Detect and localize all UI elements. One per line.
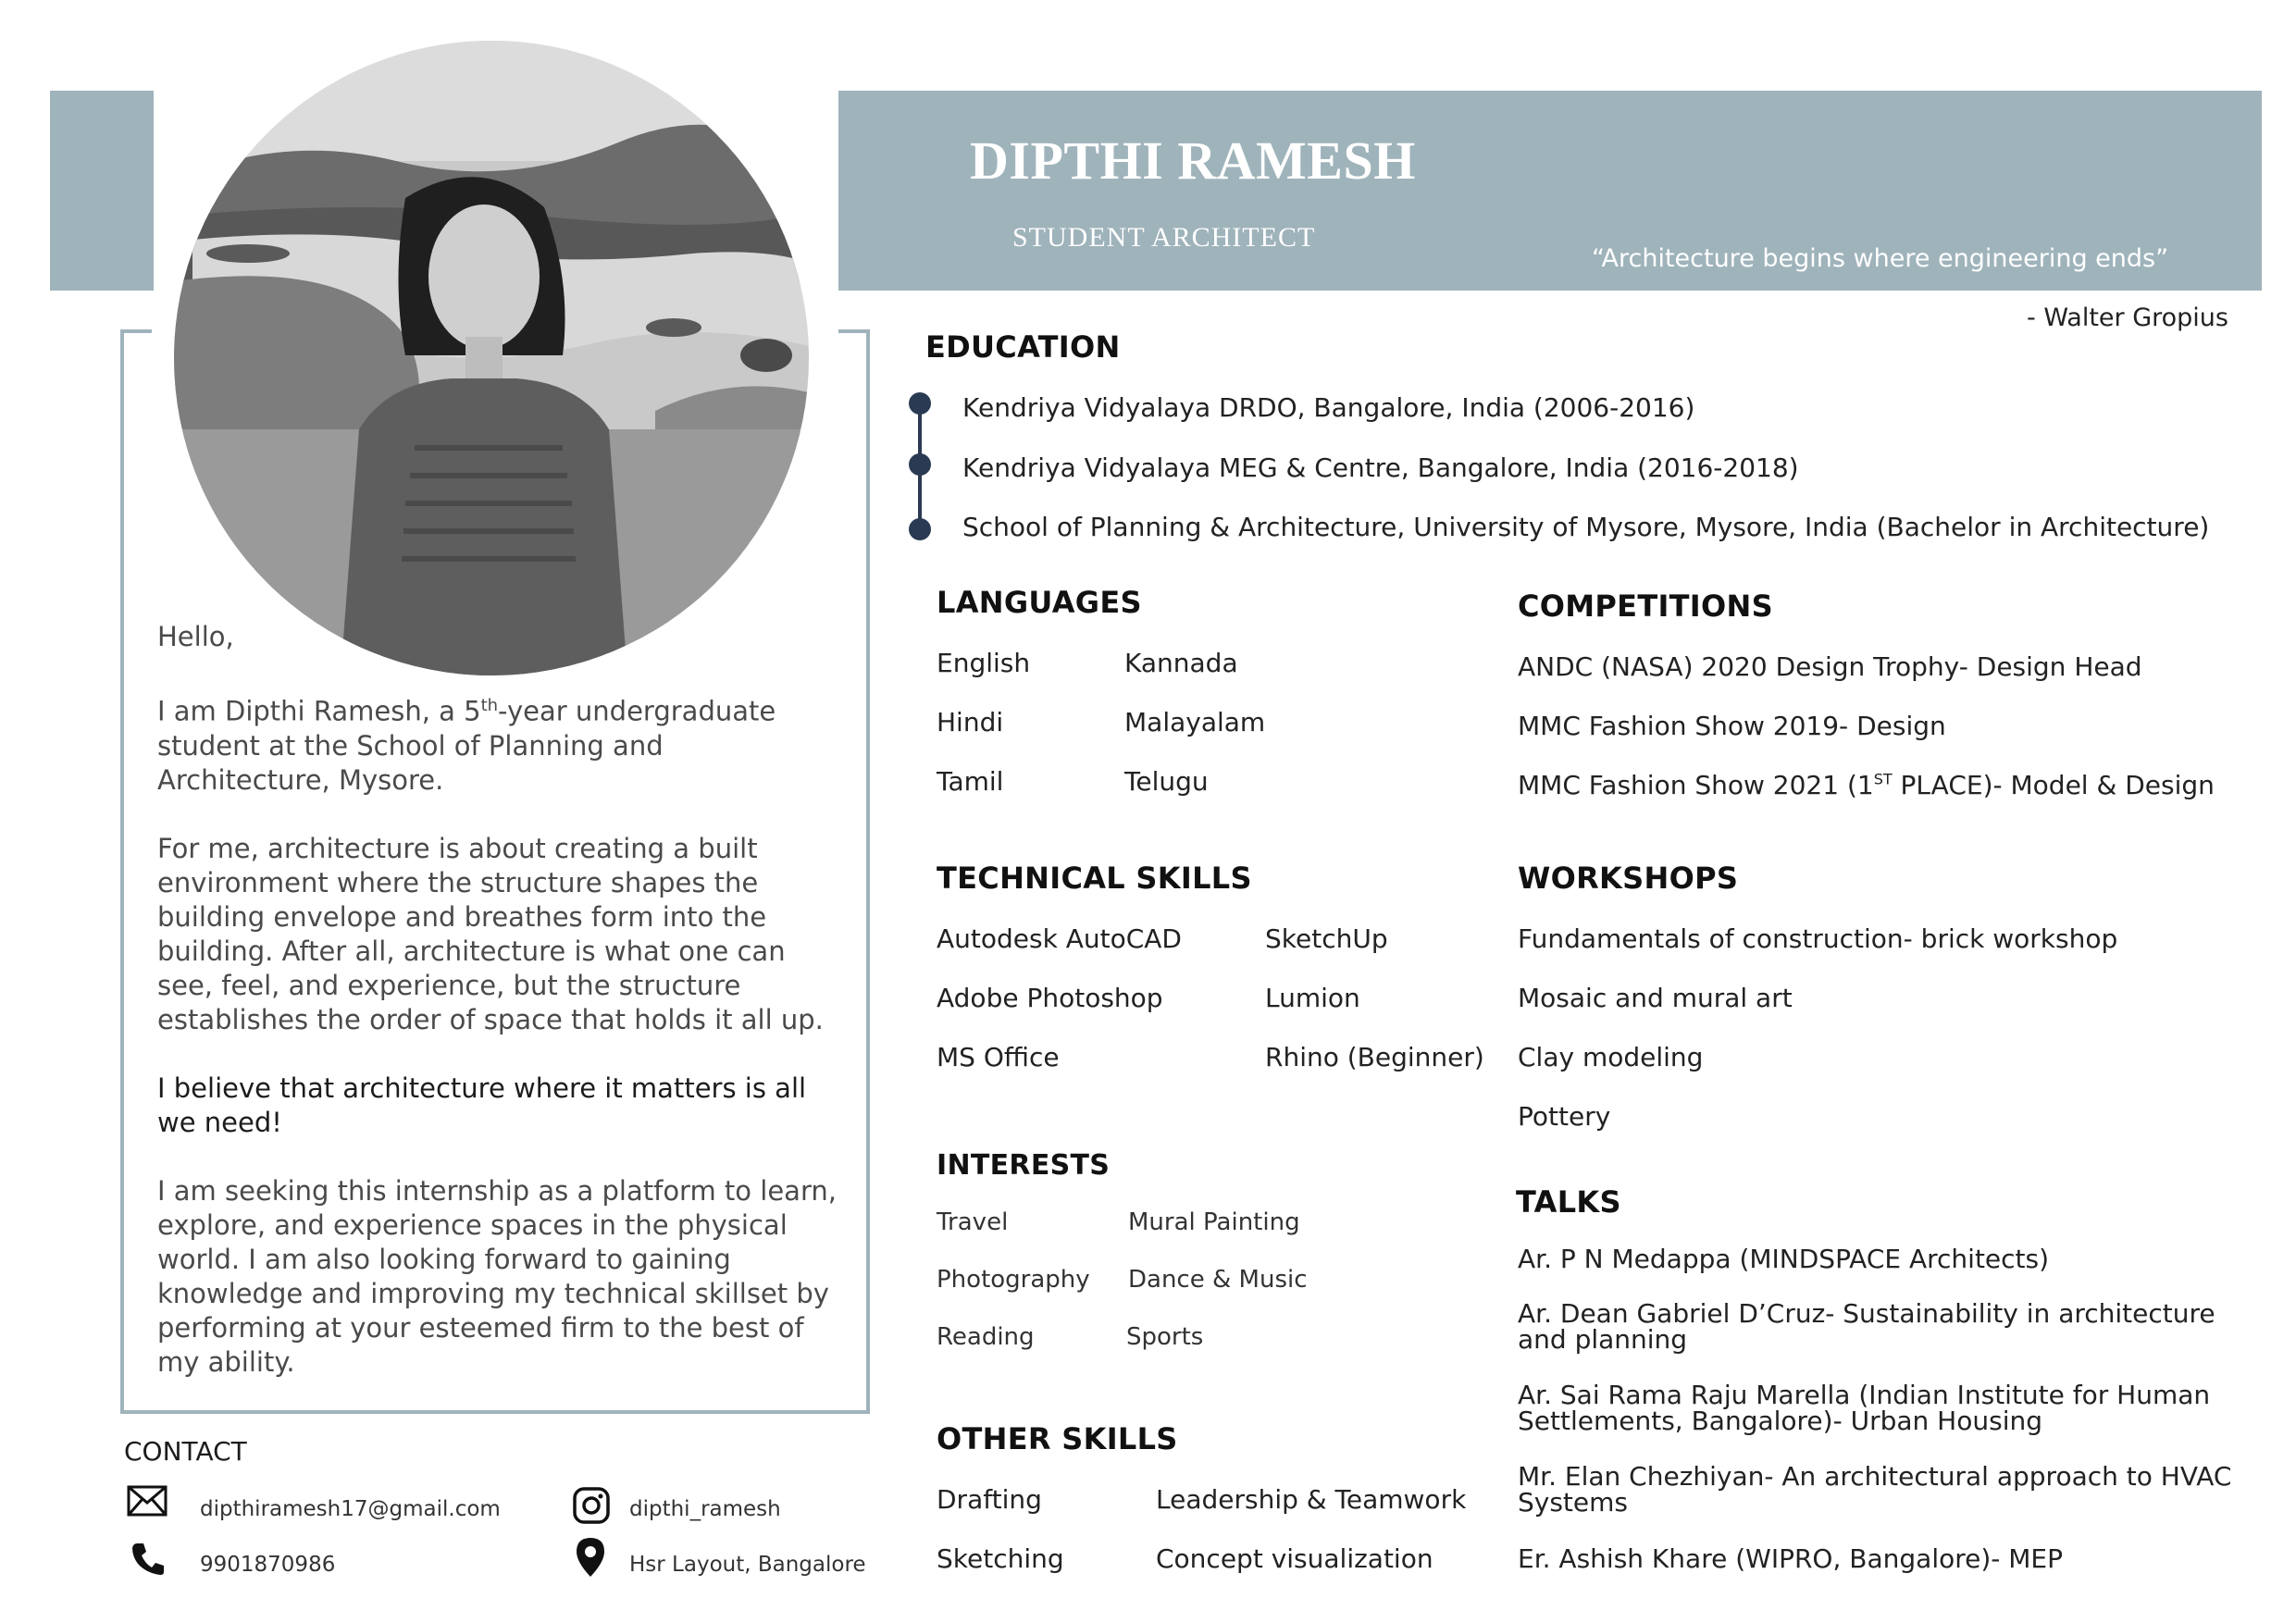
timeline-dot: [909, 518, 931, 540]
skill-item: Autodesk AutoCAD: [937, 923, 1182, 954]
contact-heading: CONTACT: [124, 1436, 247, 1467]
other-skill-item: Leadership & Teamwork: [1156, 1484, 1467, 1515]
interest-item: Dance & Music: [1128, 1266, 1308, 1294]
skill-item: Lumion: [1265, 983, 1360, 1013]
interest-item: Photography: [937, 1266, 1090, 1294]
talk-item: Ar. Sai Rama Raju Marella (Indian Institute for Human Settlements, Bangalore)- Urban Housing: [1518, 1380, 2211, 1436]
talk-item: Er. Ashish Khare (WIPRO, Bangalore)- MEP: [1518, 1543, 2064, 1574]
intro-paragraph: I am Dipthi Ramesh, a 5th-year undergraduate student at the School of Planning and Architecture, Mysore.: [157, 695, 776, 796]
email-link[interactable]: dipthiramesh17@gmail.com: [200, 1497, 501, 1521]
education-item: School of Planning & Architecture, University of Mysore, Mysore, India (Bachelor in Architecture): [962, 512, 2210, 542]
interest-item: Reading: [937, 1323, 1035, 1351]
skill-item: Rhino (Beginner): [1265, 1042, 1484, 1072]
timeline-dot: [909, 392, 931, 415]
internship-paragraph: I am seeking this internship as a platform to learn, explore, and experience spaces in the physical world. I am also looking forward to gaining knowledge and improving my technical skillset by performing at your esteemed firm to the best of my ability.: [157, 1174, 837, 1378]
skill-item: SketchUp: [1265, 923, 1388, 954]
education-heading: EDUCATION: [925, 329, 1121, 365]
other-skill-item: Sketching: [937, 1543, 1064, 1574]
page-title: DIPTHI RAMESH: [970, 130, 1416, 191]
frame-corner-right: [838, 329, 870, 333]
skill-item: Adobe Photoshop: [937, 983, 1163, 1013]
education-item: Kendriya Vidyalaya MEG & Centre, Bangalore, India (2016-2018): [962, 452, 1799, 483]
language-item: Malayalam: [1124, 707, 1266, 737]
language-item: English: [937, 648, 1031, 678]
workshop-item: Pottery: [1518, 1101, 1611, 1132]
workshop-item: Fundamentals of construction- brick workshop: [1518, 923, 2118, 954]
talk-item: Ar. Dean Gabriel D’Cruz- Sustainability in architecture and planning: [1518, 1298, 2215, 1355]
competition-item: ANDC (NASA) 2020 Design Trophy- Design Head: [1518, 651, 2142, 682]
header-band-left: [50, 91, 154, 291]
competition-item: MMC Fashion Show 2021 (1ST PLACE)- Model & Design: [1518, 770, 2215, 800]
technical-skills-heading: TECHNICAL SKILLS: [937, 861, 1252, 896]
workshops-heading: WORKSHOPS: [1518, 861, 1739, 896]
other-skills-heading: OTHER SKILLS: [937, 1421, 1178, 1456]
timeline-dot: [909, 453, 931, 476]
interest-item: Mural Painting: [1128, 1208, 1300, 1236]
about-section: [157, 620, 842, 1414]
greeting: Hello,: [157, 621, 234, 652]
other-skill-item: Concept visualization: [1156, 1543, 1433, 1574]
location: Hsr Layout, Bangalore: [629, 1553, 866, 1577]
subtitle: STUDENT ARCHITECT: [1012, 222, 1316, 253]
phone-icon: [130, 1540, 170, 1580]
competition-item: MMC Fashion Show 2019- Design: [1518, 711, 1946, 741]
location-pin-icon: [574, 1536, 614, 1577]
frame-corner-left: [120, 329, 152, 333]
workshop-item: Clay modeling: [1518, 1042, 1704, 1072]
education-item: Kendriya Vidyalaya DRDO, Bangalore, India (2006-2016): [962, 392, 1695, 423]
language-item: Telugu: [1124, 766, 1209, 797]
languages-heading: LANGUAGES: [937, 585, 1142, 620]
instagram-handle[interactable]: dipthi_ramesh: [629, 1497, 781, 1521]
language-item: Hindi: [937, 707, 1004, 737]
competitions-heading: COMPETITIONS: [1518, 588, 1773, 624]
workshop-item: Mosaic and mural art: [1518, 983, 1793, 1013]
belief-paragraph: I believe that architecture where it matters is all we need!: [157, 1072, 807, 1138]
quote-author: - Walter Gropius: [2027, 304, 2228, 332]
profile-photo: [174, 41, 809, 675]
phone-number[interactable]: 9901870986: [200, 1553, 336, 1577]
other-skill-item: Drafting: [937, 1484, 1042, 1515]
language-item: Tamil: [937, 766, 1004, 797]
skill-item: MS Office: [937, 1042, 1060, 1072]
mail-icon: [126, 1482, 167, 1523]
interests-heading: INTERESTS: [937, 1149, 1111, 1182]
language-item: Kannada: [1124, 648, 1238, 678]
talk-item: Ar. P N Medappa (MINDSPACE Architects): [1518, 1244, 2050, 1274]
talks-heading: TALKS: [1516, 1184, 1621, 1220]
interest-item: Travel: [937, 1208, 1009, 1236]
quote: “Architecture begins where engineering ends”: [1592, 244, 2169, 273]
talk-item: Mr. Elan Chezhiyan- An architectural approach to HVAC Systems: [1518, 1461, 2232, 1518]
philosophy-paragraph: For me, architecture is about creating a built environment where the structure shapes the building envelope and breathes form into the building. After all, architecture is what one can see, feel, and experience, but the structure establishes the order of space that holds it all up.: [157, 832, 824, 1035]
interest-item: Sports: [1126, 1323, 1204, 1351]
instagram-icon: [572, 1486, 613, 1527]
